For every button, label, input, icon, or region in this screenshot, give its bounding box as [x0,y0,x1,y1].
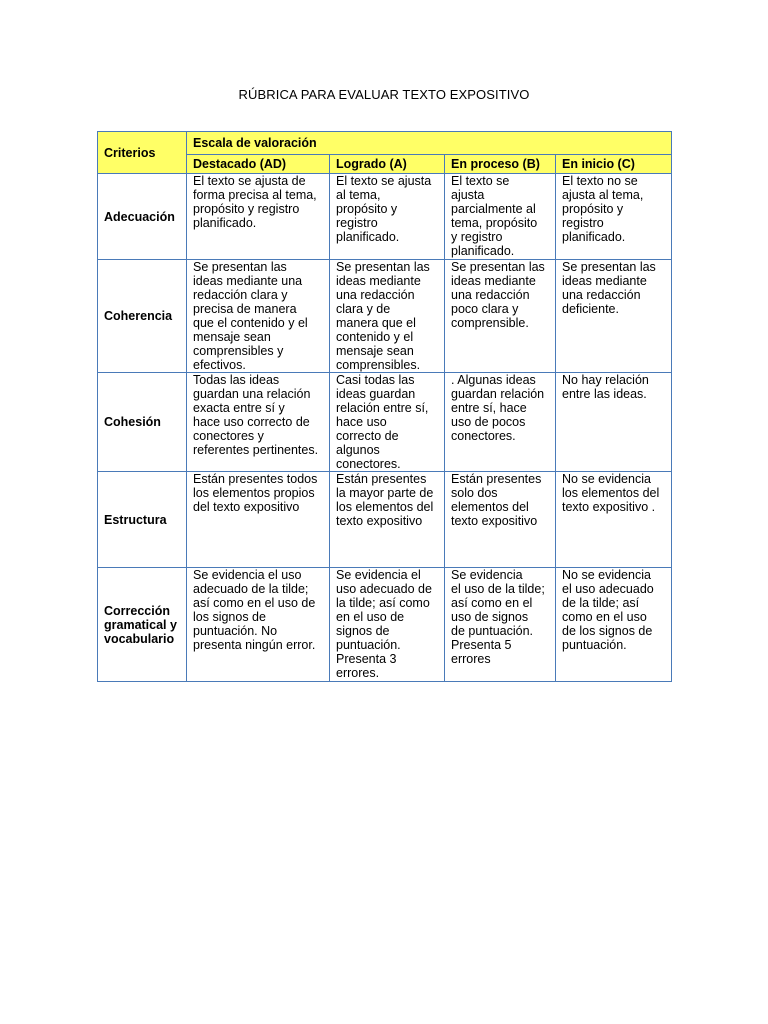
criterion-coherencia: Coherencia [98,260,187,373]
table-cell: Están presentes solo dos elementos del texto expositivo [445,472,556,568]
table-row [98,472,672,568]
criterion-adecuacion: Adecuación [98,174,187,260]
table-cell: . Algunas ideas guardan relación entre sí, hace uso de pocos conectores. [445,373,556,472]
table-cell: Se presentan las ideas mediante una redacción clara y precisa de manera que el contenido y el mensaje sean comprensibles y efectivos. [187,260,330,373]
criterion-correccion: Corrección gramatical y vocabulario [98,568,187,682]
header-level-en-proceso: En proceso (B) [445,155,556,174]
table-row [98,260,672,373]
table-cell: Se presentan las ideas mediante una redacción deficiente. [556,260,672,373]
table-row [98,174,672,260]
table-row [98,568,672,682]
table-cell: No hay relación entre las ideas. [556,373,672,472]
table-cell: El texto se ajusta parcialmente al tema, propósito y registro planificado. [445,174,556,260]
table-cell: Se presentan las ideas mediante una redacción clara y de manera que el contenido y el mensaje sean comprensibles. [330,260,445,373]
table-row [98,373,672,472]
header-escala: Escala de valoración [187,132,672,155]
header-level-destacado: Destacado (AD) [187,155,330,174]
table-cell: Se evidencia el uso adecuado de la tilde; así como en el uso de signos de puntuación. Presenta 3 errores. [330,568,445,682]
document-title: RÚBRICA PARA EVALUAR TEXTO EXPOSITIVO [238,87,530,102]
header-level-en-inicio: En inicio (C) [556,155,672,174]
criterion-cohesion: Cohesión [98,373,187,472]
table-cell: Se evidencia el uso adecuado de la tilde; así como en el uso de los signos de puntuación. No presenta ningún error. [187,568,330,682]
table-cell: Casi todas las ideas guardan relación entre sí, hace uso correcto de algunos conectores. [330,373,445,472]
table-cell: Todas las ideas guardan una relación exacta entre sí y hace uso correcto de conectores y referentes pertinentes. [187,373,330,472]
rubric-table [97,131,672,682]
table-cell: Se presentan las ideas mediante una redacción poco clara y comprensible. [445,260,556,373]
criterion-estructura: Estructura [98,472,187,568]
table-cell: El texto no se ajusta al tema, propósito y registro planificado. [556,174,672,260]
table-cell: El texto se ajusta al tema, propósito y registro planificado. [330,174,445,260]
table-cell: Están presentes todos los elementos propios del texto expositivo [187,472,330,568]
table-cell: Se evidencia el uso de la tilde; así como en el uso de signos de puntuación. Presenta 5 errores [445,568,556,682]
header-criterios: Criterios [98,132,187,174]
table-cell: El texto se ajusta de forma precisa al tema, propósito y registro planificado. [187,174,330,260]
table-cell: No se evidencia los elementos del texto expositivo . [556,472,672,568]
header-level-logrado: Logrado (A) [330,155,445,174]
header-row-scale [98,132,672,155]
table-cell: No se evidencia el uso adecuado de la tilde; así como en el uso de los signos de puntuación. [556,568,672,682]
table-cell: Están presentes la mayor parte de los elementos del texto expositivo [330,472,445,568]
